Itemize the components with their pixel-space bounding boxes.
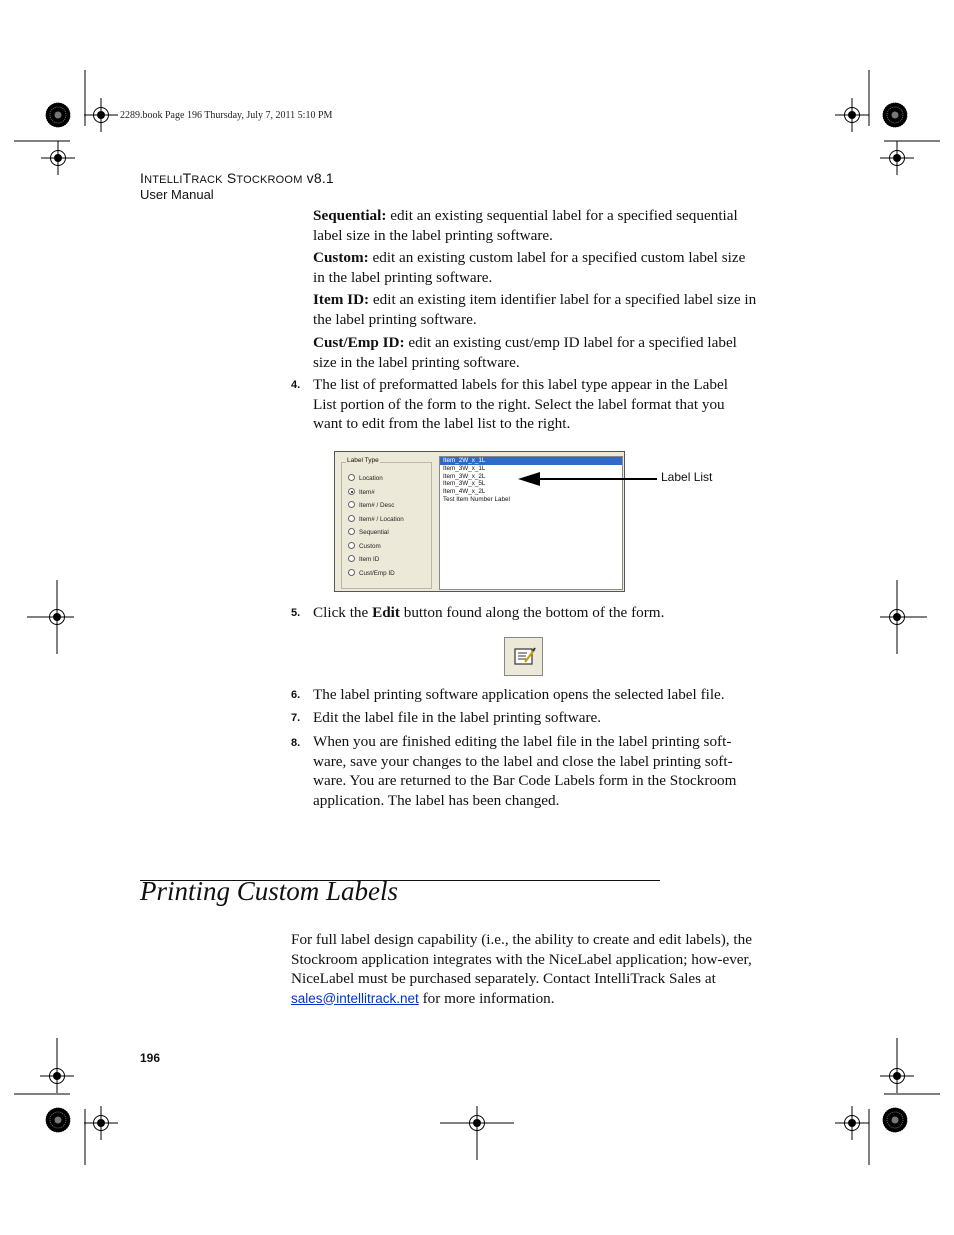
step-number: 5.: [291, 607, 301, 619]
step-number: 8.: [291, 737, 301, 749]
edit-label-icon: [505, 638, 542, 675]
label-type-group: [341, 457, 432, 589]
radio-cust-emp-id[interactable]: Cust/Emp ID: [348, 570, 395, 577]
step-4-text: The list of preformatted labels for this label type appear in the Label List portion of the form to the right. Select the label format that you want to edit from the label list to the right.: [313, 376, 728, 432]
step-number: 7.: [291, 712, 301, 724]
option-cust-emp-id: Cust/Emp ID: edit an existing cust/emp ID label for a specified label size in the label printing software.: [313, 334, 737, 371]
step-5-text: Click the Edit button found along the bottom of the form.: [313, 604, 665, 621]
radio-location[interactable]: Location: [348, 475, 383, 482]
label-list-callout: Label List: [661, 470, 713, 484]
radio-item-desc[interactable]: Item# / Desc: [348, 502, 394, 509]
radio-custom[interactable]: Custom: [348, 543, 381, 550]
list-item[interactable]: Item_4W_x_2L: [443, 488, 486, 496]
step-8-text: When you are finished editing the label file in the label printing soft-ware, save your changes to the label and close the label printing soft-ware. You are returned to the Bar Code Labels form in the Stockroom application. The label has been changed.: [313, 733, 737, 809]
list-item[interactable]: Item_3W_x_2L: [443, 472, 486, 480]
step-number: 4.: [291, 379, 301, 391]
list-item[interactable]: Test Item Number Label: [443, 495, 510, 503]
radio-item-location[interactable]: Item# / Location: [348, 516, 404, 523]
arrow-left-icon: [516, 470, 658, 488]
edit-button[interactable]: [504, 637, 543, 676]
step-7-text: Edit the label file in the label printing software.: [313, 709, 602, 726]
radio-sequential[interactable]: Sequential: [348, 529, 389, 536]
list-item[interactable]: Item_2W_x_1L: [440, 457, 622, 465]
option-item-id: Item ID: edit an existing item identifier label for a specified label size in the label printing software.: [313, 291, 757, 328]
step-number: 6.: [291, 689, 301, 701]
radio-item-number[interactable]: Item#: [348, 489, 375, 496]
print-slug: 2289.book Page 196 Thursday, July 7, 2011 5:10 PM: [120, 110, 333, 121]
option-sequential: Sequential: edit an existing sequential label for a specified sequential label size in the label printing software.: [313, 207, 738, 244]
section-title: Printing Custom Labels: [140, 876, 399, 906]
option-custom: Custom: edit an existing custom label for a specified custom label size in the label printing software.: [313, 249, 746, 286]
step-6-text: The label printing software application opens the selected label file.: [313, 686, 725, 703]
section-body: For full label design capability (i.e., the ability to create and edit labels), the Stockroom application integrates with the NiceLabel application; how-ever, NiceLabel must be purchased separately. Contact IntelliTrack Sales at sales@intellitrack.net for more information.: [291, 931, 752, 1007]
label-type-group-title: Label Type: [347, 457, 379, 464]
page-number: 196: [140, 1051, 161, 1065]
sales-email-link[interactable]: sales@intellitrack.net: [291, 990, 419, 1006]
running-header-subtitle: User Manual: [140, 187, 214, 202]
radio-item-id[interactable]: Item ID: [348, 556, 379, 563]
running-header-title: INTELLITRACK STOCKROOM v8.1: [140, 170, 334, 186]
list-item[interactable]: Item_3W_x_5L: [443, 480, 486, 488]
list-item[interactable]: Item_3W_x_1L: [443, 464, 486, 472]
